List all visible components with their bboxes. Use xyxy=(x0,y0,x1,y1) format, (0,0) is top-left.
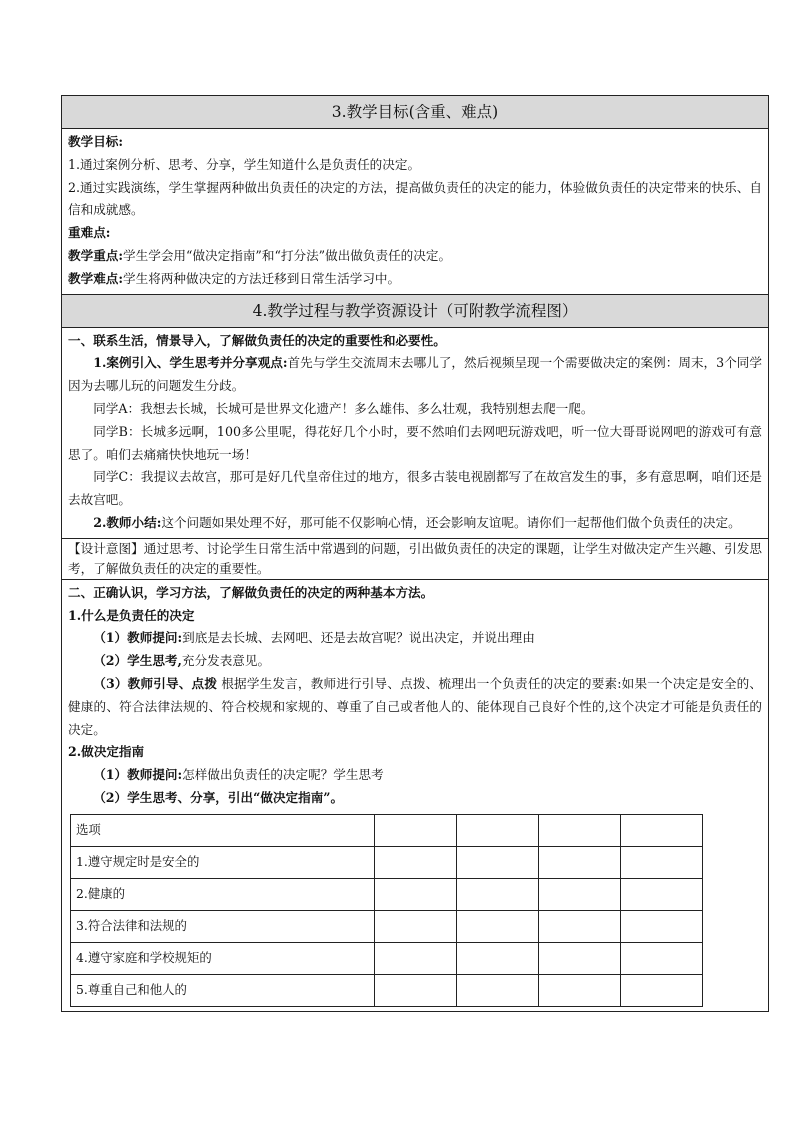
difficult-text: 学生将两种做决定的方法迁移到日常生活学习中。 xyxy=(123,270,401,286)
key-text: 学生学会用“做决定指南”和“打分法”做出做负责任的决定。 xyxy=(123,247,452,263)
table-cell: 3.符合法律和法规的 xyxy=(71,910,375,942)
step-1-label: （1）教师提问: xyxy=(93,630,183,646)
guide-1-text: 怎样做出负责任的决定呢？学生思考 xyxy=(182,767,384,783)
table-cell xyxy=(457,942,539,974)
key-difficult-label: 重难点: xyxy=(68,225,111,241)
table-cell xyxy=(375,814,457,846)
table-row xyxy=(71,814,703,846)
goals-label: 教学目标: xyxy=(68,134,124,149)
table-cell xyxy=(621,846,703,878)
step-2 xyxy=(68,650,762,673)
key-label: 教学重点: xyxy=(68,247,124,263)
table-cell xyxy=(539,942,621,974)
table-cell xyxy=(375,942,457,974)
case-intro-label: 1.案例引入、学生思考并分享观点: xyxy=(93,355,288,371)
step-3 xyxy=(68,673,762,741)
section-3-title: 3.教学目标(含重、难点) xyxy=(62,96,768,129)
table-cell xyxy=(539,814,621,846)
step-2-label: （2）学生思考, xyxy=(93,653,182,669)
table-cell xyxy=(375,910,457,942)
table-cell xyxy=(375,846,457,878)
teacher-summary-label: 2.教师小结: xyxy=(93,514,162,530)
difficult-point xyxy=(68,268,762,291)
table-cell xyxy=(621,942,703,974)
step-1-text: 到底是去长城、去网吧、还是去故宫呢？说出决定，并说出理由 xyxy=(182,630,535,646)
table-row xyxy=(71,846,703,878)
student-a: 同学A：我想去长城，长城可是世界文化遗产！多么雄伟、多么壮观，我特别想去爬一爬。 xyxy=(93,400,594,416)
case-intro xyxy=(68,352,762,398)
section-4-title: 4.教学过程与教学资源设计（可附教学流程图） xyxy=(62,294,768,328)
guide-2: （2）学生思考、分享，引出“做决定指南”。 xyxy=(93,789,344,805)
table-row xyxy=(71,974,703,1006)
table-cell: 2.健康的 xyxy=(71,878,375,910)
table-cell: 4.遵守家庭和学校规矩的 xyxy=(71,942,375,974)
table-cell xyxy=(621,974,703,1006)
teacher-summary-text: 这个问题如果处理不好，那可能不仅影响心情，还会影响友谊呢。请你们一起帮他们做个负责任的决定。 xyxy=(161,514,741,530)
student-b: 同学B：长城多远啊，100多公里呢，得花好几个小时，要不然咱们去网吧玩游戏吧，听一位大哥哥说网吧的游戏可有意思了。咱们去痛痛快快地玩一场！ xyxy=(68,423,762,462)
table-cell xyxy=(457,878,539,910)
student-c: 同学C：我提议去故宫，那可是好几代皇帝住过的地方，很多古装电视剧都写了在故宫发生的事，多有意思啊，咱们还是去故宫吧。 xyxy=(68,469,762,508)
key-point xyxy=(68,245,762,268)
difficult-label: 教学难点: xyxy=(68,270,124,286)
lesson-plan-table xyxy=(61,95,769,1012)
step-3-label: （3）教师引导、点拨 xyxy=(93,675,218,691)
table-cell xyxy=(621,814,703,846)
section-3-body xyxy=(62,129,768,294)
step-3-text: 根据学生发言，教师进行引导、点拨、梳理出一个负责任的决定的要素:如果一个决定是安全的、健康的、符合法律法规的、符合校规和家规的、尊重了自己或者他人的、能体现自己良好个性的,这个决定才可能是负责任的决定。 xyxy=(68,675,762,737)
table-cell xyxy=(457,846,539,878)
step-1 xyxy=(68,627,762,650)
step-2-text: 充分发表意见。 xyxy=(181,653,271,669)
table-cell: 1.遵守规定时是安全的 xyxy=(71,846,375,878)
part-1-heading: 一、联系生活，情景导入，了解做负责任的决定的重要性和必要性。 xyxy=(68,332,446,348)
table-cell xyxy=(539,910,621,942)
table-cell xyxy=(375,974,457,1006)
table-row xyxy=(71,878,703,910)
table-cell xyxy=(539,846,621,878)
teacher-summary xyxy=(68,512,762,535)
table-row xyxy=(71,910,703,942)
guide-1 xyxy=(68,764,762,787)
case-intro-text: 首先与学生交流周末去哪儿了，然后视频呈现一个需要做决定的案例：周末，3个同学因为去哪儿玩的问题发生分歧。 xyxy=(68,355,762,394)
table-row xyxy=(71,942,703,974)
table-cell: 选项 xyxy=(71,814,375,846)
table-cell: 5.尊重自己和他人的 xyxy=(71,974,375,1006)
part-2-body xyxy=(62,580,768,1011)
goal-2: 2.通过实践演练，学生掌握两种做出负责任的决定的方法，提高做负责任的决定的能力，体验做负责任的决定带来的快乐、自信和成就感。 xyxy=(68,179,762,218)
goal-1: 1.通过案例分析、思考、分享，学生知道什么是负责任的决定。 xyxy=(68,156,421,172)
guide-1-label: （1）教师提问: xyxy=(93,767,183,783)
table-cell xyxy=(375,878,457,910)
part-1-body xyxy=(62,328,768,538)
part-2-heading: 二、正确认识，学习方法，了解做负责任的决定的两种基本方法。 xyxy=(68,584,434,600)
sub-1-title: 1.什么是负责任的决定 xyxy=(68,607,195,623)
design-intent: 【设计意图】通过思考、讨论学生日常生活中常遇到的问题，引出做负责任的决定的课题，让学生对做决定产生兴趣、引发思考，了解做负责任的决定的重要性。 xyxy=(68,540,762,576)
table-cell xyxy=(539,878,621,910)
decision-guide-table xyxy=(70,814,703,1007)
table-cell xyxy=(621,910,703,942)
table-cell xyxy=(457,910,539,942)
sub-2-title: 2.做决定指南 xyxy=(68,744,145,760)
table-cell xyxy=(457,814,539,846)
table-cell xyxy=(457,974,539,1006)
table-cell xyxy=(539,974,621,1006)
table-cell xyxy=(621,878,703,910)
